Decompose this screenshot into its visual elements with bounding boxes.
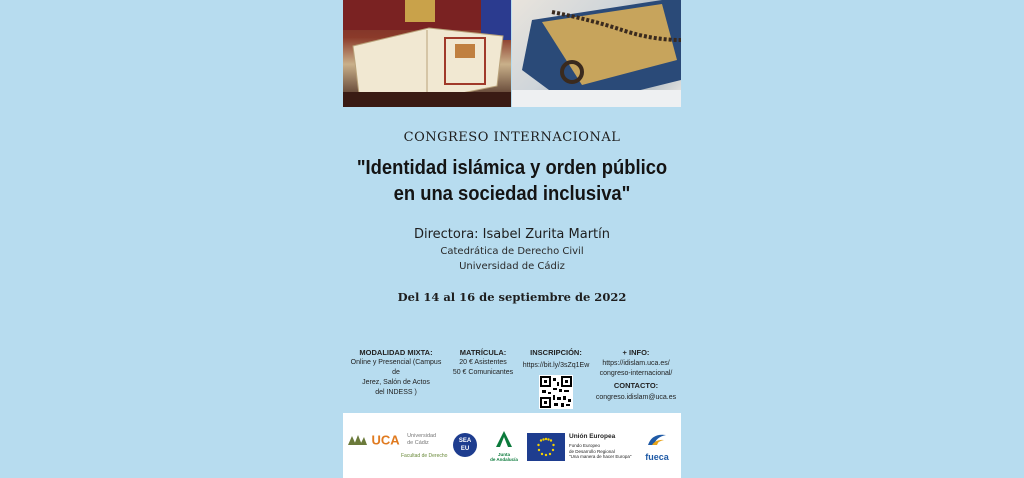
uca-acronym: UCA bbox=[371, 432, 400, 448]
eu-title: Unión Europea bbox=[569, 433, 616, 440]
feder-line-1: Fondo Europeo bbox=[569, 443, 601, 448]
inscripcion-link[interactable]: https://bit.ly/3sZq1Ew bbox=[522, 362, 590, 369]
junta-line-2: de Andalucía bbox=[490, 457, 518, 462]
constitution-book-photo bbox=[343, 0, 511, 107]
info-title: + INFO: bbox=[622, 348, 650, 357]
eu-feder-text bbox=[569, 433, 631, 460]
matricula-line-2: 50 € Comunicantes bbox=[452, 369, 514, 376]
info-link-line-2[interactable]: congreso-internacional/ bbox=[599, 370, 673, 377]
title-line-1: "Identidad islámica y orden público bbox=[356, 157, 668, 179]
contacto-title: CONTACTO: bbox=[613, 381, 659, 390]
modalidad-block bbox=[349, 348, 443, 398]
quran-photo bbox=[512, 0, 681, 107]
header-photos bbox=[343, 0, 681, 107]
uca-name-line-1: Universidad bbox=[407, 432, 437, 439]
modalidad-line-2: Jerez, Salón de Actos bbox=[362, 379, 430, 386]
matricula-block bbox=[447, 348, 519, 378]
uca-faculty: Facultad de Derecho bbox=[401, 453, 448, 459]
matricula-title: MATRÍCULA: bbox=[459, 348, 507, 357]
inscripcion-title: INSCRIPCIÓN: bbox=[530, 348, 582, 357]
uca-name-line-2: de Cádiz bbox=[407, 439, 429, 446]
sponsor-logos-bar bbox=[343, 413, 681, 478]
junta-arch-icon bbox=[496, 431, 512, 447]
director-name: Directora: Isabel Zurita Martín bbox=[413, 227, 611, 242]
info-block bbox=[595, 348, 677, 403]
modalidad-line-1: Online y Presencial (Campus de bbox=[350, 359, 442, 376]
inscripcion-block bbox=[519, 348, 593, 371]
junta-andalucia-logo bbox=[488, 431, 520, 462]
info-link-line-1[interactable]: https://idislam.uca.es/ bbox=[602, 360, 670, 367]
contacto-email[interactable]: congreso.idislam@uca.es bbox=[595, 394, 677, 401]
congress-poster bbox=[343, 0, 681, 478]
fueca-logo bbox=[640, 431, 674, 462]
junta-line-1: Junta bbox=[497, 452, 510, 457]
sea-eu-logo bbox=[453, 433, 477, 457]
inscripcion-qr-code[interactable] bbox=[539, 375, 573, 409]
matricula-line-1: 20 € Asistentes bbox=[459, 359, 507, 366]
eu-flag-icon bbox=[527, 433, 565, 461]
fueca-wave-icon bbox=[646, 431, 668, 447]
director-university: Universidad de Cádiz bbox=[459, 261, 565, 272]
event-dates: Del 14 al 16 de septiembre de 2022 bbox=[397, 290, 627, 304]
fueca-label: fueca bbox=[645, 452, 669, 462]
uca-crest-icon bbox=[347, 433, 367, 447]
director-role: Catedrática de Derecho Civil bbox=[440, 246, 584, 257]
feder-line-2: de Desarrollo Regional bbox=[569, 448, 615, 454]
modalidad-title: MODALIDAD MIXTA: bbox=[359, 348, 433, 357]
congress-title bbox=[357, 155, 668, 207]
sea-label: SEA bbox=[458, 438, 472, 444]
congress-kicker: CONGRESO INTERNACIONAL bbox=[403, 130, 621, 145]
title-line-2: en una sociedad inclusiva" bbox=[393, 183, 631, 205]
eu-label: EU bbox=[460, 446, 470, 452]
feder-line-3: "Una manera de hacer Europa" bbox=[569, 454, 632, 459]
uca-logo bbox=[347, 431, 436, 449]
modalidad-line-3: del INDESS ) bbox=[375, 389, 417, 396]
